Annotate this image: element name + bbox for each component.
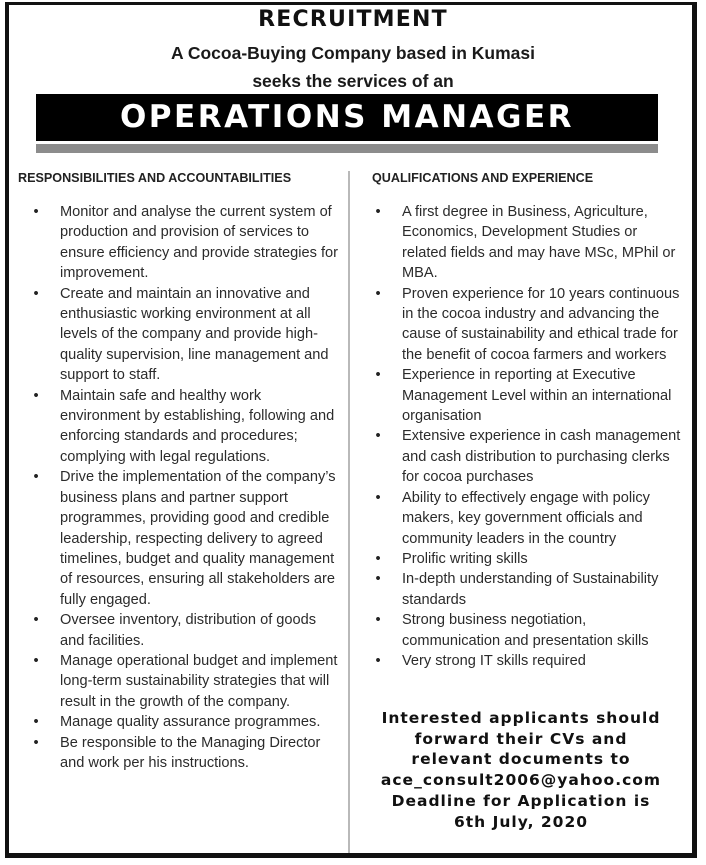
item-text: Manage quality assurance programmes.	[60, 714, 321, 731]
list-item	[372, 651, 682, 671]
bullet-icon: •	[33, 734, 39, 751]
list-item	[30, 202, 338, 284]
bullet-icon: •	[375, 428, 381, 445]
item-text: Extensive experience in cash management and cash distribution to purchasing clerks for cocoa purchases	[402, 428, 681, 486]
bullet-icon: •	[33, 469, 39, 486]
deadline-date: 6th July, 2020	[453, 812, 589, 831]
contact-email: ace_consult2006@yahoo.com	[380, 771, 662, 790]
list-item	[372, 488, 682, 549]
bullet-icon: •	[33, 612, 39, 629]
list-item	[30, 610, 338, 651]
item-text: In-depth understanding of Sustainability standards	[402, 571, 659, 608]
position-title: OPERATIONS MANAGER	[119, 99, 575, 135]
list-item	[372, 284, 682, 366]
recruitment-heading: RECRUITMENT	[258, 7, 448, 32]
list-item	[30, 386, 338, 468]
responsibilities-title: RESPONSIBILITIES AND ACCOUNTABILITIES	[18, 171, 292, 185]
bullet-icon: •	[33, 652, 39, 669]
item-text: Ability to effectively engage with policy makers, key government officials and community leaders in the country	[402, 489, 650, 547]
list-item	[372, 426, 682, 487]
bullet-icon: •	[33, 285, 39, 302]
item-text: Very strong IT skills required	[402, 652, 586, 669]
list-item	[372, 610, 682, 651]
list-item	[372, 202, 682, 284]
position-banner	[36, 94, 658, 141]
qualifications-list	[372, 202, 682, 671]
list-item	[372, 549, 682, 569]
item-text: A first degree in Business, Agriculture, Economics, Development Studies or related fields and may have MSc, MPhil or MBA.	[402, 204, 676, 282]
item-text: Create and maintain an innovative and enthusiastic working environment at all levels of the company and provide high-quality supervision, line management and support to staff.	[60, 285, 329, 384]
grey-rule	[36, 144, 658, 153]
cta-line: forward their CVs and	[414, 729, 628, 748]
bullet-icon: •	[375, 571, 381, 588]
bullet-icon: •	[375, 204, 381, 220]
responsibilities-list	[30, 202, 338, 773]
list-item	[30, 467, 338, 610]
seeks-services-text: seeks the services of an	[252, 71, 454, 91]
list-item	[30, 733, 338, 774]
bullet-icon: •	[33, 387, 39, 404]
cta-line: Interested applicants should	[381, 709, 661, 727]
bullet-icon: •	[375, 367, 381, 384]
list-item	[30, 712, 338, 732]
bullet-icon: •	[375, 489, 381, 506]
list-item	[30, 651, 338, 712]
item-text: Maintain safe and healthy work environment by establishing, following and enforcing standards and procedures; complying with legal regulations.	[60, 387, 335, 465]
item-text: Be responsible to the Managing Director and work per his instructions.	[60, 734, 321, 771]
list-item	[372, 365, 682, 426]
application-instructions	[352, 708, 690, 832]
bullet-icon: •	[375, 652, 381, 669]
bullet-icon: •	[375, 612, 381, 629]
list-item	[30, 284, 338, 386]
bullet-icon: •	[375, 550, 381, 567]
column-divider	[348, 171, 350, 853]
list-item	[372, 569, 682, 610]
item-text: Monitor and analyse the current system of production and provision of services to ensure efficiency and provide strategies for improvement.	[60, 204, 338, 282]
deadline-label: Deadline for Application is	[391, 791, 651, 810]
bullet-icon: •	[33, 714, 39, 731]
item-text: Strong business negotiation, communication and presentation skills	[402, 612, 649, 649]
item-text: Experience in reporting at Executive Management Level within an international organisation	[402, 367, 672, 425]
item-text: Drive the implementation of the company’s business plans and partner support programmes, providing good and credible leadership, respecting delivery to agreed timelines, budget and quality management of resources, ensuring all stakeholders are fully engaged.	[60, 469, 336, 608]
bullet-icon: •	[375, 285, 381, 302]
item-text: Prolific writing skills	[402, 550, 528, 567]
item-text: Manage operational budget and implement long-term sustainability strategies that will result in the growth of the company.	[60, 652, 338, 710]
qualifications-title: QUALIFICATIONS AND EXPERIENCE	[372, 171, 594, 185]
cta-line: relevant documents to	[411, 750, 631, 769]
item-text: Proven experience for 10 years continuous in the cocoa industry and advancing the cause of sustainability and ethical trade for the benefit of cocoa farmers and workers	[402, 285, 680, 363]
company-description: A Cocoa-Buying Company based in Kumasi	[171, 43, 535, 63]
bullet-icon: •	[33, 204, 39, 220]
item-text: Oversee inventory, distribution of goods and facilities.	[60, 612, 317, 649]
